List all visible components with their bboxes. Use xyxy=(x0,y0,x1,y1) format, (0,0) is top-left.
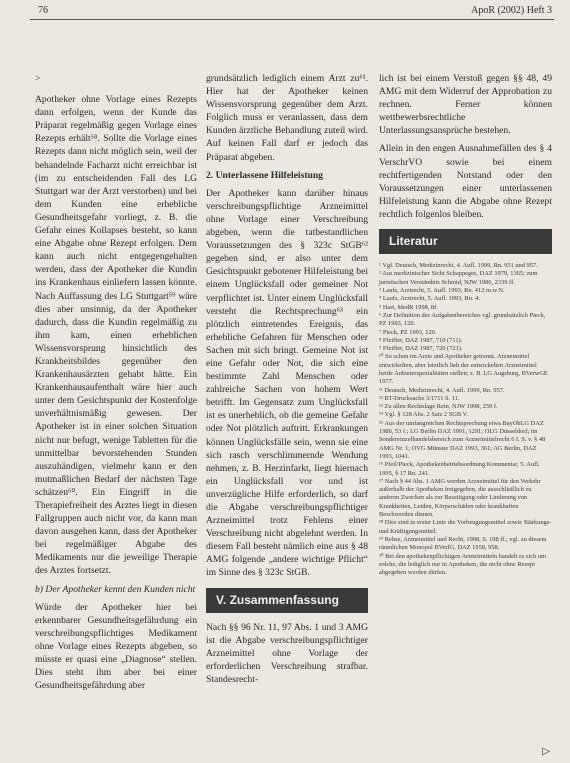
section-band-literature: Literatur xyxy=(379,229,552,254)
next-page-arrow-icon: ▷ xyxy=(542,746,550,757)
paragraph: Würde der Apotheker hier bei erkennbarer Gesundheitsgefährdung ein verschreibungspflichtiges Medikament ohne Vorlage eines Rezepts abgeben, so müsste er quasi eine „Diagnose“ stellen. Dies steht ihm aber bei einer Gesundheitsgefährdung aber xyxy=(35,601,197,692)
reference-item: ¹⁹ Rehse, Arzneimittel und Recht, 1998, S. 198 ff.; vgl. zu diesem räumlichen Monopol BVerfG, DAZ 1958, 958. xyxy=(379,535,547,552)
reference-item: ¹⁴ Vgl. § 128 Abs. 2 Satz 2 SGB V. xyxy=(379,411,469,419)
reference-item: ¹ Vgl. Deutsch, Medizinrecht, 4. Aufl. 1999, Rn. 951 und 957. xyxy=(379,262,538,270)
reference-item: ⁵ Hart, MedR 1998, 8f. xyxy=(379,303,438,311)
journal-header: ApoR (2002) Heft 3 xyxy=(471,5,552,16)
reference-item: ¹⁸ Dies sind in erster Linie die Vorbeugungsmittel sowie Stärkungs- und Kräftigungsmittel. xyxy=(379,519,552,535)
reference-item: ¹⁵ Aus der umfangreichen Rechtsprechung etwa BayObLG DAZ 1986, 53 f.; LG Berlin DAZ 1991, 1291; OLG Düsseldorf; im Sondereinzelhandelsbereich zum Arzneimittelrecht 6 I. S. v. § 48 AMG Nr. 1; OVG Münster DAZ 1993, 361; AG Berlin, DAZ 1993, 1041. xyxy=(379,419,546,460)
continuation-arrow: > xyxy=(35,73,41,84)
page-number: 76 xyxy=(38,5,48,16)
reference-list xyxy=(379,262,552,577)
subheading: b) Der Apotheker kennt den Kunden nicht xyxy=(35,583,196,595)
paragraph: Nach §§ 96 Nr. 11, 97 Abs. 1 und 3 AMG ist die Abgabe verschreibungspflichtiger Arzneimittel ohne Vorlage der erforderlichen Verschreibung strafbar. Standesrecht- xyxy=(206,621,368,686)
column-1 xyxy=(35,72,197,697)
paragraph: grundsätzlich lediglich einem Arzt zu⁶¹. Hier hat der Apotheker keinen Wissensvorsprung gegenüber dem Arzt. Folglich muss er veranlassen, dass dem Kunden ärztliche Behandlung zuteil wird. Auf keinen Fall darf er jedoch das Präparat abgeben. xyxy=(206,73,368,163)
column-2 xyxy=(206,72,368,691)
reference-item: ¹⁶ Pfeil/Pieck, Apothekenbetriebsordnung Kommentar, 5. Aufl. 1995, § 17 Rn. 241. xyxy=(379,461,540,477)
reference-item: ⁹ Pfeiffer, DAZ 1987, 720 (721). xyxy=(379,345,463,353)
reference-item: ¹¹ Deutsch, Medizinrecht, 4. Aufl. 1999, Rn. 957. xyxy=(379,386,505,394)
reference-item: ¹⁷ Nach § 44 Abs. 1 AMG werden Arzneimittel für den Verkehr außerhalb der Apotheken freigegeben, die ausschließlich zu anderen Zwecken als zur Beseitigung oder Linderung von Krankheiten, Leiden, Körperschäden oder krankhaften Beschwerden dienen. xyxy=(379,477,541,519)
reference-item: ⁶ Zur Definition des Aufgabenbereiches vgl. grundsätzlich Pieck, PZ 1993, 120. xyxy=(379,311,546,328)
reference-item: ¹³ Zu allen Rechtslage Rein, NJW 1998, 259 f. xyxy=(379,403,498,411)
reference-item: ³ Laufs, Arztrecht, 5. Aufl. 1993, Rn. 412 m.w.N. xyxy=(379,287,505,295)
reference-item: ²⁰ Bei den apothekenpflichtigen Arzneimitteln handelt es sich um solche, die lediglich nur in Apotheken, die nicht ohne Rezept abgegeben werden dürfen. xyxy=(379,552,547,577)
reference-item: ⁴ Laufs, Arztrecht, 5. Aufl. 1993, Rn. 4. xyxy=(379,295,480,303)
paragraph: Apotheker ohne Vorlage eines Rezepts dann erfolgen, wenn der Kunde das Präparat regelmäßig gegen Vorlage eines Rezepts erhält⁵⁸. Sollte die Vorlage eines Rezepts dann nicht möglich sein, weil der behandelnde Facharzt nicht erreichbar ist (im zu entscheidenden Fall des LG Stuttgart war der Arzt verstorben) und bei dem Kunden eine erhebliche Gesundheitsgefahr vorliegt, z. B. die Gefahr eines Kollapses besteht, so kann eine Abgabe ohne Rezept erfolgen. Dem kann auch nicht entgegengehalten werden, dass der Apotheker die Kundin ins Krankenhaus einliefern lassen könnte. Nach Auffassung des LG Stuttgart⁵⁹ wäre dies aber unsinnig, da der Apotheker dadurch, dass die Kundin regelmäßig zu ihm kam, einen erheblichen Wissensvorsprung hinsichtlich des Krankheitsbildes gegenüber den Krankenhausärzten gehabt hätte. Ein Krankenhausaufenthalt wäre hier auch unter dem Gesichtspunkt der Kostenfolge unverhältnismäßig gewesen. Der Apotheker ist in einer solchen Situation nicht nur befugt, wenige Tabletten für die unmittelbar bevorstehenden Stunden auszuhändigen, vielmehr kann er den mutmaßlichen Bedarf der nächsten Tage schätzen⁶⁰. Ein Eingriff in die Therapiefreiheit des Arztes liegt in diesen Fallgruppen auch nicht vor, da kann man davon ausgehen kann, dass der Apotheker bei regelmäßiger Abgabe des Medikaments nur die jeweilige Therapie des Arztes fortsetzt. xyxy=(35,94,197,577)
reference-item: ¹⁰ So schon im Arzte und Apotheker getrennt. Arzneimittel entwickelten, aber letztlich lieh der entwickelten Arzneimittel beide Anbieterspezialitäten stellen; z. B. LG Augsburg, BVerwGE 1977. xyxy=(379,353,548,386)
paragraph: lich ist bei einem Verstoß gegen §§ 48, 49 AMG mit dem Widerruf der Approbation zu rechnen. Ferner können wettbewerbsrechtliche Unterlassungsansprüche bestehen. xyxy=(379,73,552,137)
paragraph: Allein in den engen Ausnahmefällen des § 4 VerschrVO sowie bei einem rechtfertigenden Notstand oder den Voraussetzungen einer unterlassenen Hilfeleistung kann die Abgabe ohne Rezept rechtlich folgenlos bleiben. xyxy=(379,143,552,220)
header-rule xyxy=(30,19,554,20)
section-band-summary: V. Zusammenfassung xyxy=(206,588,368,613)
column-3 xyxy=(379,72,552,577)
reference-item: ⁷ Pieck, PZ 1993, 120. xyxy=(379,328,437,336)
reference-item: ² Aus medizinischer Sicht Schappeges, DAZ 1979, 1365; zum juristischen Verständnis Schmid, NJW 1986, 2339 ff. xyxy=(379,270,538,286)
reference-item: ⁸ Pfeiffer, DAZ 1987, 710 (711). xyxy=(379,336,463,344)
section-heading: 2. Unterlassene Hilfeleistung xyxy=(206,169,323,181)
paragraph: Der Apotheker kann darüber hinaus verschreibungspflichtige Arzneimittel ohne Vorlage einer Verschreibung abgeben, wenn die tatbestandlichen Voraussetzungen des § 323c StGB⁶² gegeben sind, er also unter dem Gesichtspunkt gebotener Hilfeleistung bei einem Unglücksfall oder gemeiner Not verpflichtet ist. Unter einem Unglücksfall versteht die Rechtsprechung⁶³ ein plötzlich eintretendes Ereignis, das erhebliche Gefahren für Menschen oder Sachen mit sich bringt. Gemeine Not ist eine Gefahr oder Not, die sich eine bestimmte Zahl Menschen oder zahlreiche Sachen von hohem Wert betrifft. Im Gegensatz zum Unglücksfall ist es unerheblich, ob die gemeine Gefahr oder Not plötzlich auftritt. Erkrankungen können Unglücksfälle sein, wenn sie eine sich rasch verschlimmernde Wendung nehmen, z. B. Herzinfarkt, liegt hiernach ein Unglücksfall vor und ist unverzügliche Hilfe erforderlich, so darf die Abgabe verschreibungspflichtiger Arzneimittel trotz Fehlens einer Verschreibung nicht abgelehnt werden. In diesem Fall besteht nämlich eine aus § 48 AMG folgende „andere wichtige Pflicht“ im Sinne des § 323c StGB. xyxy=(206,187,368,579)
reference-item: ¹² BT-Drucksache 3/1711 S. 11. xyxy=(379,394,460,402)
